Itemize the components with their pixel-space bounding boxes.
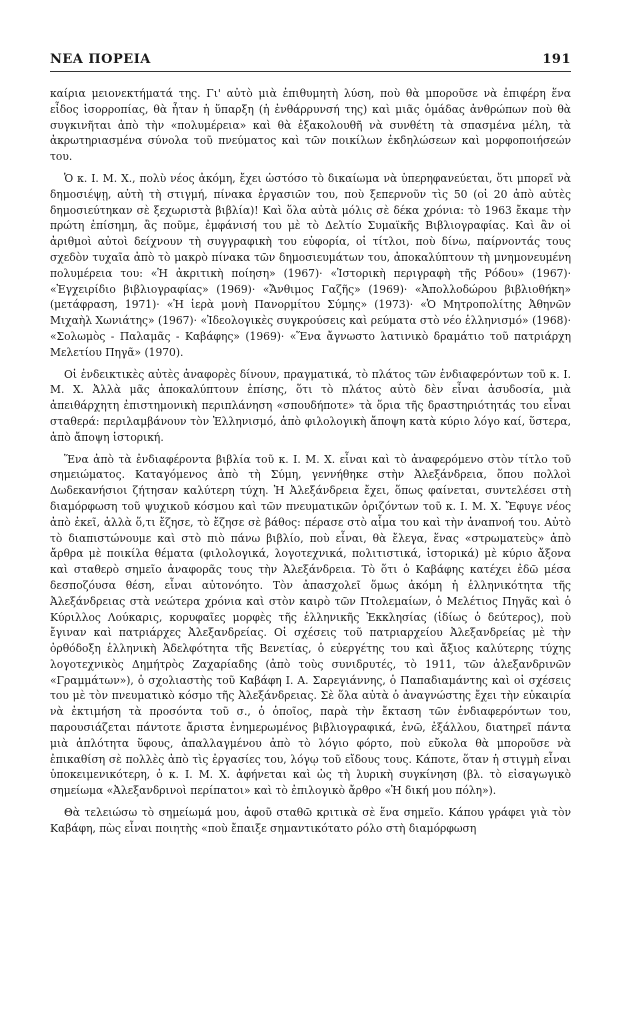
paragraph-1: καίρια μειονεκτήματά της. Γι' αὐτὸ μιὰ ἐπιθυμητὴ λύση, ποὺ θὰ μποροῦσε νὰ ἐπιφέρη ἕνα εἶδος ἰσορροπίας, θὰ ἦταν ἡ ὕπαρξη (ἡ ἐνθάρρυνσή της) καὶ μιᾶς ὁμάδας ἀνθρώπων ποὺ θὰ συγκινῆται ἀπὸ τὴν «πολυμέρεια» καὶ θὰ ἐξακολουθῆ νὰ συνθέτη τὰ σπασμένα μέλη, τὰ ἀκρωτηριασμένα σύνολα τοῦ πνεύματος καὶ τῶν ποικίλων ἐκδηλώσεων καὶ μορφοποιήσεών του. xyxy=(50,87,571,164)
body-text xyxy=(50,86,571,837)
paragraph-3: Οἱ ἐνδεικτικὲς αὐτὲς ἀναφορὲς δίνουν, πραγματικά, τὸ πλάτος τῶν ἐνδιαφερόντων τοῦ κ. Ι. Μ. Χ. Ἀλλὰ μᾶς ἀποκαλύπτουν ἐπίσης, ὅτι τὸ πλάτος αὐτὸ δὲν εἶναι ἀσυδοσία, μιὰ ἀπειθάρχητη ἐπιστημονικὴ περιπλάνηση «σπουδήποτε» τὰ ὅρια τῆς δραστηριότητάς του εἶναι σταθερά: περιλαμβάνουν τὸν Ἑλληνισμό, ἀπὸ φιλολογικὴ ἄποψη κατὰ κύριο λόγο καί, ὕστερα, ἀπὸ ἄποψη ἱστορική. xyxy=(50,367,571,444)
paragraph-5: Θὰ τελειώσω τὸ σημείωμά μου, ἀφοῦ σταθῶ κριτικὰ σὲ ἕνα σημεῖο. Κάπου γράφει γιὰ τὸν Καβάφη, πὼς εἶναι ποιητὴς «ποὺ ἔπαιξε σημαντικότατο ρόλο στὴ διαμόρφωση xyxy=(50,806,571,835)
paragraph-4: Ἕνα ἀπὸ τὰ ἐνδιαφέροντα βιβλία τοῦ κ. Ι. Μ. Χ. εἶναι καὶ τὸ ἀναφερόμενο στὸν τίτλο τοῦ σημειώματος. Καταγόμενος ἀπὸ τὴ Σύμη, γεννήθηκε στὴν Ἀλεξάνδρεια, ὅπου πολλοὶ Δωδεκανήσιοι ζήτησαν καλύτερη τύχη. Ἡ Ἀλεξάνδρεια ἔχει, ὅπως φαίνεται, συντελέσει στὴ διαμόρφωση τοῦ ψυχικοῦ κόσμου καὶ τῶν πνευματικῶν ὁριζόντων τοῦ κ. Ι. Μ. Χ. Ἔφυγε νέος ἀπὸ ἐκεῖ, ἀλλὰ ὅ,τι ἔζησε, τὸ ἔζησε σὲ βάθος: πέρασε στὸ αἷμα του καὶ τὴν ἀναπνοή του. Αὐτὸ τὸ διαπιστώνουμε καὶ στὸ πιὸ πάνω βιβλίο, ποὺ εἶναι, θὰ ἔλεγα, ἕνας «στρωματεὺς» ἀπὸ ἄρθρα μὲ ποικίλα θέματα (φιλολογικά, λογοτεχνικά, πολιτιστικά, ἱστορικά) μὲ κύριο ἄξονα καὶ σταθερὸ σημεῖο ἀναφορᾶς τους τὴν Ἀλεξάνδρεια. Τὸ ὅτι ὁ Καβάφης κατέχει ἐδῶ μέσα δεσποζόυσα θέση, εἶναι αὐτονόητο. Τὸν ἀπασχολεῖ ὅμως ἀκόμη ἡ ἑλληνικότητα τῆς Ἀλεξάνδρειας στὰ νεώτερα χρόνια καὶ στὸν καιρὸ τῶν Πτολεμαίων, ὁ Μελέτιος Πηγᾶς καὶ ὁ Κύριλλος Λούκαρις, κορυφαῖες μορφὲς τῆς ἑλληνικῆς Ἐκκλησίας (ἰδίως ὁ δεύτερος), ποὺ ἔγιναν καὶ πατριάρχες Ἀλεξανδρείας. Οἱ σχέσεις τοῦ πατριαρχείου Ἀλεξανδρείας μὲ τὴν ὀρθόδοξη ἑλληνικὴ Ἀδελφότητα τῆς Βενετίας, ὁ εὐεργέτης του καὶ ἄξιος καλύτερης τύχης λογοτεχνικὸς Δημήτρὸς Ζαχαρίαδης (ἀπὸ τοὺς συνιδρυτές, τὸ 1911, τῶν ἀλεξανδρινῶν «Γραμμάτων»), ὁ σχολιαστὴς τοῦ Καβάφη Ι. Α. Σαρεγιάννης, ὁ Παπαδιαμάντης καὶ οἱ σχέσεις του μὲ τὸν πνευματικὸ κόσμο τῆς Ἀλεξάνδρειας. Σὲ ὅλα αὐτὰ ὁ ἀναγνώστης ἔχει τὴν εὐκαιρία νὰ ἐκτιμήση τὰ προσόντα τοῦ σ., ὁ ὁποῖος, παρὰ τὴν ἔκταση τῶν ἐνδιαφερόντων του, παρουσιάζεται πάντοτε ἄριστα ἐνημερωμένος βιβλιογραφικά, ἐνῶ, ἐξάλλου, διατηρεῖ πάντα μιὰ ἁπλότητα ὕφους, ἀπαλλαγμένου ἀπὸ τὸ λόγιο φόρτο, ποὺ εὔκολα θὰ μποροῦσε νὰ ἐπικαθίση σὲ πολλὲς ἀπὸ τὶς ἐργασίες του, λόγῳ τοῦ εἴδους τους. Κάποτε, ὅταν ἡ στιγμὴ εἶναι ὑποκειμενικότερη, ὁ κ. Ι. Μ. Χ. ἀφήνεται καὶ ὡς τὴ λυρικὴ συγκίνηση (βλ. τὸ εἰσαγωγικὸ σημείωμα «Ἀλεξανδρινοὶ περίπατοι» καὶ τὸ ἐπιλογικὸ ἄρθρο «Ἡ δική μου πόλη»). xyxy=(50,452,571,798)
page-number: 191 xyxy=(542,52,571,67)
paragraph-2: Ὁ κ. Ι. Μ. Χ., πολὺ νέος ἀκόμη, ἔχει ὡστόσο τὸ δικαίωμα νὰ ὑπερηφανεύεται, ὅτι μπορεῖ νὰ δημοσιέψῃ, αὐτὴ τὴ στιγμή, πίνακα ἐργασιῶν του, ποὺ ξεπερνοῦν τὶς 50 (οἱ 20 ἀπὸ αὐτὲς δημοσιεύτηκαν σὲ ξεχωριστὰ βιβλία)! Καὶ ὅλα αὐτὰ μόλις σὲ δέκα χρόνια: τὸ 1963 ἔκαμε τὴν πρώτη ἐπίσημη, ἂς ποῦμε, ἐμφάνισή του μὲ τὸ Δελτίο Συμαϊκῆς Βιβλιογραφίας. Καὶ ἂν οἱ ἀριθμοὶ αὐτοὶ δείχνουν τὴ συγγραφικὴ του εὐφορία, οἱ τίτλοι, ποὺ δίνω, παίρνοντάς τους σχεδὸν τυχαῖα ἀπὸ τὸ μακρὸ πίνακα τῶν δημοσιευμάτων του, ἀποκαλύπτουν τὴ μνημονευμένη πολυμέρεια του: «Ἡ ἀκριτικὴ ποίηση» (1967)· «Ἱστορικὴ περιγραφὴ τῆς Ρόδου» (1967)· «Ἐγχειρίδιο βιβλιογραφίας» (1969)· «Ἄνθιμος Γαζῆς» (1969)· «Ἀπολλοδώρου βιβλιοθήκη» (μετάφραση, 1971)· «Ἡ ἱερὰ μονὴ Πανορμίτου Σύμης» (1973)· «Ὁ Μητροπολίτης Ἀθηνῶν Μιχαὴλ Χωνιάτης» (1967)· «Ἰδεολογικὲς συγκρούσεις καὶ ρεύματα στὸ νέο ἑλληνισμό» (1968)· «Σολωμὸς - Παλαμᾶς - Καβάφης» (1969)· «Ἕνα ἄγνωστο λατινικὸ δραμάτιο τοῦ πατριάρχη Μελετίου Πηγᾶ» (1970). xyxy=(50,171,571,359)
running-title: ΝΕΑ ΠΟΡΕΙΑ xyxy=(50,52,151,67)
page-header xyxy=(50,52,571,72)
